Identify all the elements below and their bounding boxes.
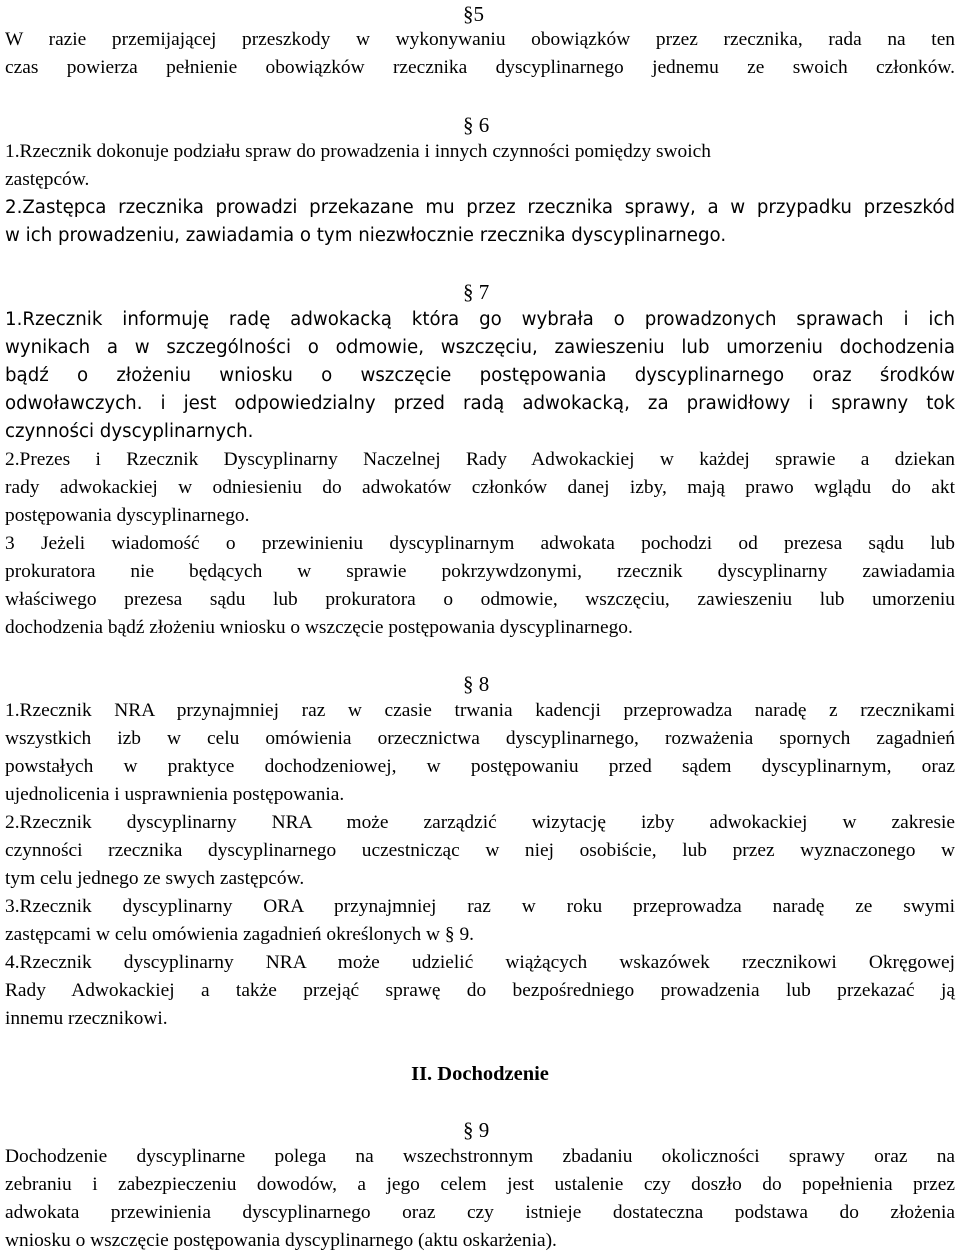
section-8-line-5: 2.Rzecznik dyscyplinarny NRA może zarządzić wizytację izby adwokackiej w zakresie	[5, 812, 955, 833]
section-7-line-12: dochodzenia bądź złożeniu wniosku o wszczęcie postępowania dyscyplinarnego.	[5, 617, 633, 638]
section-8-line-2: wszystkich izb w celu omówienia orzecznictwa dyscyplinarnego, rozważenia spornych zagadnień	[5, 728, 955, 749]
section-7-line-5: czynności dyscyplinarnych.	[5, 421, 254, 442]
section-7-heading: § 7	[463, 280, 490, 304]
section-8-heading: § 8	[463, 672, 490, 696]
section-9-heading: § 9	[463, 1118, 490, 1142]
section-8-line-3: powstałych w praktyce dochodzeniowej, w postępowaniu przed sądem dyscyplinarnym, oraz	[5, 756, 955, 777]
section-6-line-4: w ich prowadzeniu, zawiadamia o tym niezwłocznie rzecznika dyscyplinarnego.	[5, 225, 727, 246]
section-8-line-7: tym celu jednego ze swych zastępców.	[5, 868, 305, 889]
section-7-line-2: wynikach a w szczególności o odmowie, wszczęciu, zawieszeniu lub umorzeniu dochodzenia	[5, 337, 955, 358]
section-8-line-12: innemu rzecznikowi.	[5, 1008, 168, 1029]
section-9-line-1: Dochodzenie dyscyplinarne polega na wszechstronnym zbadaniu okoliczności sprawy oraz na	[5, 1146, 955, 1167]
section-5-line-1: W razie przemijającej przeszkody w wykonywaniu obowiązków przez rzecznika, rada na ten	[5, 29, 955, 50]
section-6-line-3: 2.Zastępca rzecznika prowadzi przekazane mu przez rzecznika sprawy, a w przypadku przeszkód	[5, 197, 955, 218]
section-7-line-8: postępowania dyscyplinarnego.	[5, 505, 250, 526]
section-7-line-6: 2.Prezes i Rzecznik Dyscyplinarny Naczelnej Rady Adwokackiej w każdej sprawie a dziekan	[5, 449, 955, 470]
section-6-heading: § 6	[463, 113, 490, 137]
section-8-line-1: 1.Rzecznik NRA przynajmniej raz w czasie trwania kadencji przeprowadza naradę z rzecznikami	[5, 700, 955, 721]
section-7-line-4: odwoławczych. i jest odpowiedzialny przed radą adwokacką, za prawidłowy i sprawny tok	[5, 393, 955, 414]
section-7-line-3: bądź o złożeniu wniosku o wszczęcie postępowania dyscyplinarnego oraz środków	[5, 365, 955, 386]
section-6-line-2: zastępców.	[5, 169, 90, 190]
section-5-line-2: czas powierza pełnienie obowiązków rzecznika dyscyplinarnego jednemu ze swoich członków.	[5, 57, 955, 78]
section-9-line-2: zebraniu i zabezpieczeniu dowodów, a jego celem jest ustalenie czy doszło do popełnienia przez	[5, 1174, 955, 1195]
section-7-line-7: rady adwokackiej w odniesieniu do adwokatów członków danej izby, mają prawo wglądu do akt	[5, 477, 955, 498]
section-8-line-11: Rady Adwokackiej a także przejąć sprawę do bezpośredniego prowadzenia lub przekazać ją	[5, 980, 955, 1001]
section-8-line-10: 4.Rzecznik dyscyplinarny NRA może udzielić wiążących wskazówek rzecznikowi Okręgowej	[5, 952, 955, 973]
section-9-line-4: wniosku o wszczęcie postępowania dyscyplinarnego (aktu oskarżenia).	[5, 1230, 557, 1251]
section-6-line-1: 1.Rzecznik dokonuje podziału spraw do prowadzenia i innych czynności pomiędzy swoich	[5, 141, 711, 162]
section-9-line-3: adwokata przewinienia dyscyplinarnego oraz czy istnieje dostateczna podstawa do złożenia	[5, 1202, 955, 1223]
section-7-line-11: właściwego prezesa sądu lub prokuratora o odmowie, wszczęciu, zawieszeniu lub umorzeniu	[5, 589, 955, 610]
section-5-heading: §5	[463, 2, 484, 26]
section-7-line-9: 3 Jeżeli wiadomość o przewinieniu dyscyplinarnym adwokata pochodzi od prezesa sądu lub	[5, 533, 955, 554]
section-8-line-8: 3.Rzecznik dyscyplinarny ORA przynajmniej raz w roku przeprowadza naradę ze swymi	[5, 896, 955, 917]
section-7-line-10: prokuratora nie będących w sprawie pokrzywdzonymi, rzecznik dyscyplinarny zawiadamia	[5, 561, 955, 582]
section-8-line-6: czynności rzecznika dyscyplinarnego uczestnicząc w niej osobiście, lub przez wyznaczonego w	[5, 840, 955, 861]
section-8-line-4: ujednolicenia i usprawnienia postępowania.	[5, 784, 345, 805]
chapter-heading: II. Dochodzenie	[411, 1063, 549, 1085]
section-7-line-1: 1.Rzecznik informuję radę adwokacką która go wybrała o prowadzonych sprawach i ich	[5, 309, 955, 330]
section-8-line-9: zastępcami w celu omówienia zagadnień określonych w § 9.	[5, 924, 474, 945]
